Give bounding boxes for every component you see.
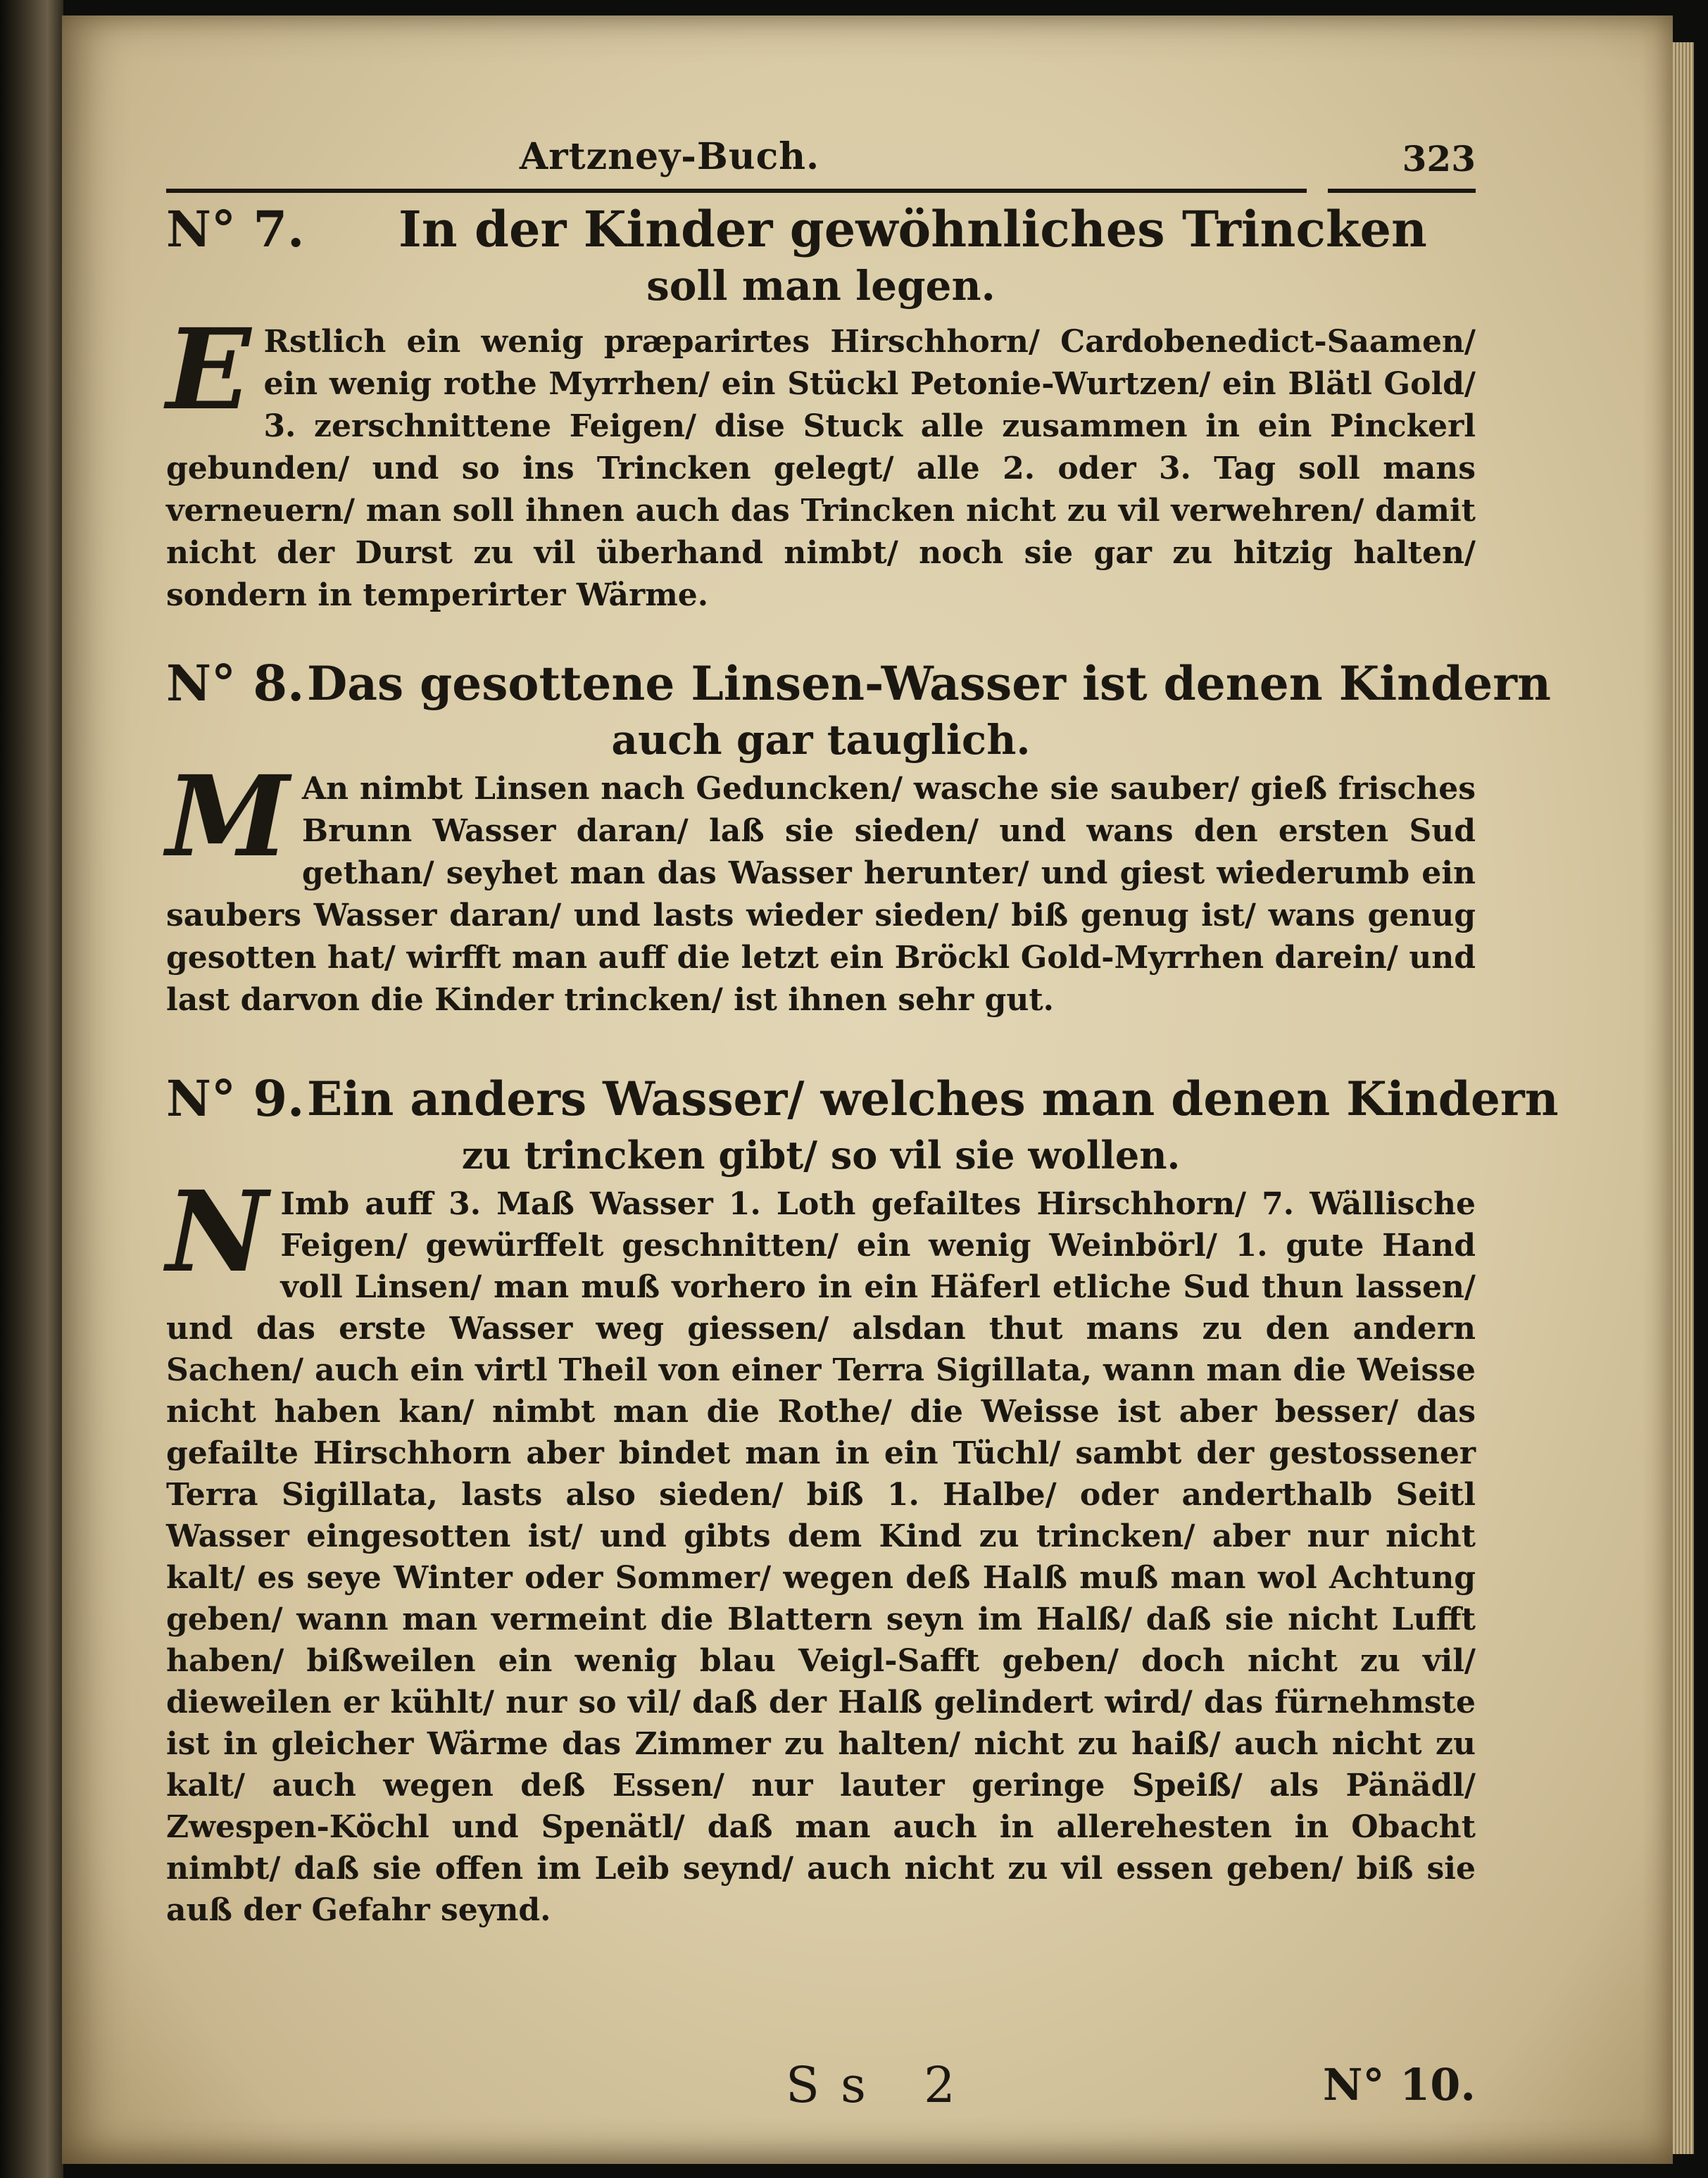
heading-line: soll man legen. <box>646 262 996 310</box>
running-title: Artzney-Buch. <box>519 135 820 178</box>
page-footer <box>166 2056 1476 2120</box>
paragraph: An nimbt Linsen nach Geduncken/ wasche sie sauber/ gieß frisches Brunn Wasser daran/ laß sie sieden/ und wans den ersten Sud gethan/ seyhet man das Wasser herunter/ und giest wiederumb ein saubers Wasser daran/ und lasts wieder sieden/ biß genug ist/ wans genug gesotten hat/ wirfft man auff die letzt ein Bröckl Gold-Myrrhen darein/ und last darvon die Kinder trincken/ ist ihnen sehr gut. <box>166 771 1476 1018</box>
section-body <box>166 1167 1476 2049</box>
page-text-block <box>166 131 1559 2114</box>
book-gutter <box>0 0 63 2178</box>
section-number: N° 9. <box>166 1069 305 1128</box>
section-number: N° 7. <box>166 200 305 258</box>
section-heading <box>166 1069 1559 1183</box>
running-head <box>166 131 1476 187</box>
page-edges <box>1673 42 1694 2154</box>
section-heading <box>166 654 1552 768</box>
heading-line: auch gar tauglich. <box>611 716 1031 764</box>
header-rule <box>166 189 1307 193</box>
section-body <box>166 752 1476 1064</box>
signature-mark: Ss 2 <box>786 2056 977 2114</box>
drop-initial: N <box>166 1167 268 1297</box>
heading-line: zu trincken gibt/ so vil sie wollen. <box>461 1133 1181 1178</box>
section-body <box>166 305 1476 652</box>
drop-initial: E <box>166 305 251 435</box>
catchword: N° 10. <box>1322 2059 1476 2110</box>
header-rule-short <box>1328 189 1476 193</box>
section-8 <box>166 654 1552 1064</box>
section-9 <box>166 1069 1559 2049</box>
section-7 <box>166 201 1476 652</box>
drop-initial: M <box>166 752 289 882</box>
section-number: N° 8. <box>166 654 305 712</box>
heading-line: In der Kinder gewöhnliches Trincken <box>398 200 1427 258</box>
page-number: 323 <box>1402 138 1476 180</box>
heading-line: Ein anders Wasser/ welches man denen Kindern <box>307 1071 1559 1126</box>
paragraph: Imb auff 3. Maß Wasser 1. Loth gefailtes Hirschhorn/ 7. Wällische Feigen/ gewürffelt geschnitten/ ein wenig Weinbörl/ 1. gute Hand voll Linsen/ man muß vorhero in ein Häferl etliche Sud thun lassen/ und das erste Wasser weg giessen/ alsdan thut mans zu den andern Sachen/ auch ein virtl Theil von einer Terra Sigillata, wann man die Weisse nicht haben kan/ nimbt man die Rothe/ die Weisse ist aber besser/ das gefailte Hirschhorn aber bindet man in ein Tüchl/ sambt der gestossener Terra Sigillata, lasts also sieden/ biß 1. Halbe/ oder anderthalb Seitl Wasser eingesotten ist/ und gibts dem Kind zu trincken/ aber nur nicht kalt/ es seye Winter oder Sommer/ wegen deß Halß muß man wol Achtung geben/ wann man vermeint die Blattern seyn im Halß/ daß sie nicht Lufft haben/ bißweilen ein wenig blau Veigl-Safft geben/ doch nicht zu vil/ dieweilen er kühlt/ nur so vil/ daß der Halß gelindert wird/ das fürnehmste ist in gleicher Wärme das Zimmer zu halten/ nicht zu haiß/ auch nicht zu kalt/ auch wegen deß Essen/ nur lauter geringe Speiß/ als Pänädl/ Zwespen-Köchl und Spenätl/ daß man auch in allerehesten in Obacht nimbt/ daß sie offen im Leib seynd/ auch nicht zu vil essen geben/ biß sie auß der Gefahr seynd. <box>166 1186 1476 1928</box>
heading-line: Das gesottene Linsen-Wasser ist denen Kindern <box>307 656 1552 711</box>
section-heading <box>166 201 1476 321</box>
paragraph: Rstlich ein wenig præparirtes Hirschhorn/ Cardobenedict-Saamen/ ein wenig rothe Myrrhen/ ein Stückl Petonie-Wurtzen/ ein Blätl Gold/ 3. zerschnittene Feigen/ dise Stuck alle zusammen in ein Pinckerl gebunden/ und so ins Trincken gelegt/ alle 2. oder 3. Tag soll mans verneuern/ man soll ihnen auch das Trincken nicht zu vil verwehren/ damit nicht der Durst zu vil überhand nimbt/ noch sie gar zu hitzig halten/ sondern in temperirter Wärme. <box>166 324 1476 613</box>
